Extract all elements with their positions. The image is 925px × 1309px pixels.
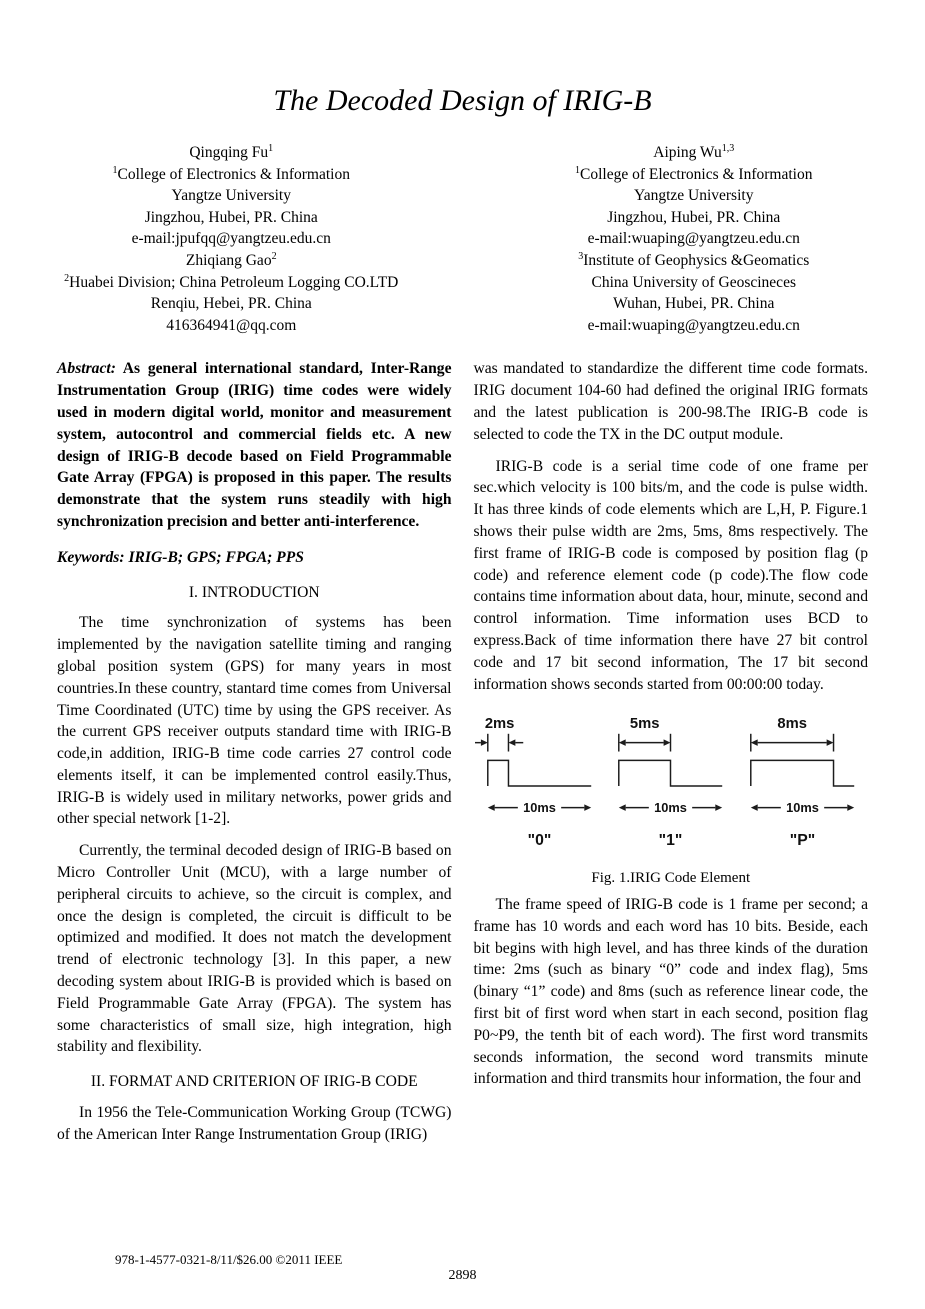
author-line: $^1$College of Electronics & Information	[575, 164, 813, 183]
section-heading-format: II. FORMAT AND CRITERION OF IRIG-B CODE	[90, 1073, 418, 1091]
abstract-label: Abstract:	[57, 360, 116, 378]
author-line: China University of Geoscineces	[591, 273, 796, 291]
abstract	[57, 358, 452, 532]
author-line: $^1$College of Electronics & Information	[112, 164, 350, 183]
format-paragraph-start: In 1956 the Tele-Communication Working Group (TCWG) of the American Inter Range Instrumentation Group (IRIG)	[57, 1104, 452, 1143]
irigb-code-paragraph: IRIG-B code is a serial time code of one frame per sec.which velocity is 100 bits/m, and the code is pulse width. It has three kinds of code elements which are L,H, P. Figure.1 shows their pulse width are 2ms, 5ms, 8ms respectively. The first frame of IRIG-B code is composed by position flag (p code) and reference element code (p code).The flow code contains time information about data, hour, minute, second and control information. Time information uses BCD to express.Back of time information there have 27 bit control code and 17 bit second information, The 17 bit second information shows seconds started from 00:00:00 today.	[473, 457, 868, 693]
keywords: Keywords: IRIG-B; GPS; FPGA; PPS	[57, 548, 304, 566]
svg-text:"1": "1"	[658, 832, 683, 850]
author-line: Jingzhou, Hubei, PR. China	[144, 208, 318, 226]
figure-caption: Fig. 1.IRIG Code Element	[591, 870, 751, 887]
author-line: Aiping Wu$^{1,3}$	[653, 142, 735, 161]
waveform-panel-1	[605, 709, 736, 862]
page-number: 2898	[448, 1268, 477, 1283]
author-line: Wuhan, Hubei, PR. China	[613, 295, 775, 313]
author-block-left	[0, 142, 463, 336]
figure-1	[474, 709, 869, 890]
body-columns	[0, 358, 925, 1155]
section-heading-introduction: I. INTRODUCTION	[188, 583, 320, 601]
svg-text:5ms: 5ms	[630, 716, 660, 733]
waveform-panel-P	[737, 709, 868, 862]
author-line: Qingqing Fu$^1$	[189, 142, 274, 161]
intro-paragraph-1: The time synchronization of systems has been implemented by the navigation satellite timing and ranging global position system (GPS) for many years in most countries.In these country, stantard time comes from Universal Time Coordinated (UTC) time by using the GPS receiver. As the current GPS receiver outputs standard time with IRIG-B code,in addition, IRIG-B time code carries 27 control code elements itself, it can be implemented control easily.Thus, IRIG-B is widely used in military networks, power grids and other special network [1-2].	[57, 614, 452, 828]
svg-text:"0": "0"	[527, 832, 551, 850]
author-line: Zhiqiang Gao$^2$	[185, 250, 277, 269]
svg-text:10ms: 10ms	[522, 800, 556, 816]
author-blocks	[0, 142, 925, 336]
author-line: e-mail:wuaping@yangtzeu.edu.cn	[587, 316, 800, 334]
paper-title: The Decoded Design of IRIG-B	[273, 84, 652, 117]
intro-paragraph-2: Currently, the terminal decoded design of IRIG-B based on Micro Controller Unit (MCU), with a large number of peripheral circuits to achieve, so the circuit is complex, and once the design is completed, the circuit is difficult to be optimized and modified. It does not match the development trend of electronic technology [3]. In this paper, a new decoding system about IRIG-B is provided which is based on Field Programmable Gate Array (FPGA). The system has some characteristics of small size, high integration, high stability and flexibility.	[57, 842, 452, 1056]
abstract-text: As general international standard, Inter-Range Instrumentation Group (IRIG) time codes were widely used in modern digital world, monitor and measurement system, autocontrol and commercial fields etc. A new design of IRIG-B decode based on Field Programmable Gate Array (FPGA) is proposed in this paper. The results demonstrate that the system runs steadily with high synchronization precision and better anti-interference.	[57, 360, 452, 530]
svg-text:8ms: 8ms	[777, 716, 807, 733]
author-line: e-mail:jpufqq@yangtzeu.edu.cn	[131, 230, 331, 248]
copyright-notice: 978-1-4577-0321-8/11/$26.00 ©2011 IEEE	[115, 1252, 343, 1267]
svg-text:"P": "P"	[789, 832, 816, 850]
author-line: 416364941@qq.com	[166, 316, 297, 334]
author-line: $^2$Huabei Division; China Petroleum Logging CO.LTD	[64, 272, 399, 291]
svg-text:2ms: 2ms	[484, 716, 514, 733]
waveform-panel-0	[474, 709, 605, 862]
svg-text:10ms: 10ms	[654, 800, 688, 816]
right-column	[474, 358, 869, 1155]
author-line: Yangtze University	[171, 187, 291, 205]
frame-speed-paragraph: The frame speed of IRIG-B code is 1 frame per second; a frame has 10 words and each word has 10 bits. Beside, each bit begins with high level, and has three kinds of the duration time: 2ms (such as binary “0” code and index flag), 5ms (binary “1” code) and 8ms (such as reference linear code, the first bit of first word when start in each second, position flag P0~P9, the tenth bit of each word). The first word transmits seconds information, the second word transmits minute information and third transmits hour information, the four and	[473, 896, 868, 1088]
author-line: $^3$Institute of Geophysics &Geomatics	[578, 250, 810, 269]
format-paragraph-continued: was mandated to standardize the different time code formats. IRIG document 104-60 had defined the original IRIG formats and the latest publication is 200-98.The IRIG-B code is selected to code the TX in the DC output module.	[473, 360, 868, 443]
author-block-right	[463, 142, 925, 336]
svg-text:10ms: 10ms	[786, 800, 819, 816]
left-column	[57, 358, 452, 1155]
author-line: Renqiu, Hebei, PR. China	[150, 295, 312, 313]
author-line: e-mail:wuaping@yangtzeu.edu.cn	[587, 230, 800, 248]
author-line: Yangtze University	[634, 187, 754, 205]
figure-panels	[474, 709, 869, 862]
author-line: Jingzhou, Hubei, PR. China	[607, 208, 781, 226]
